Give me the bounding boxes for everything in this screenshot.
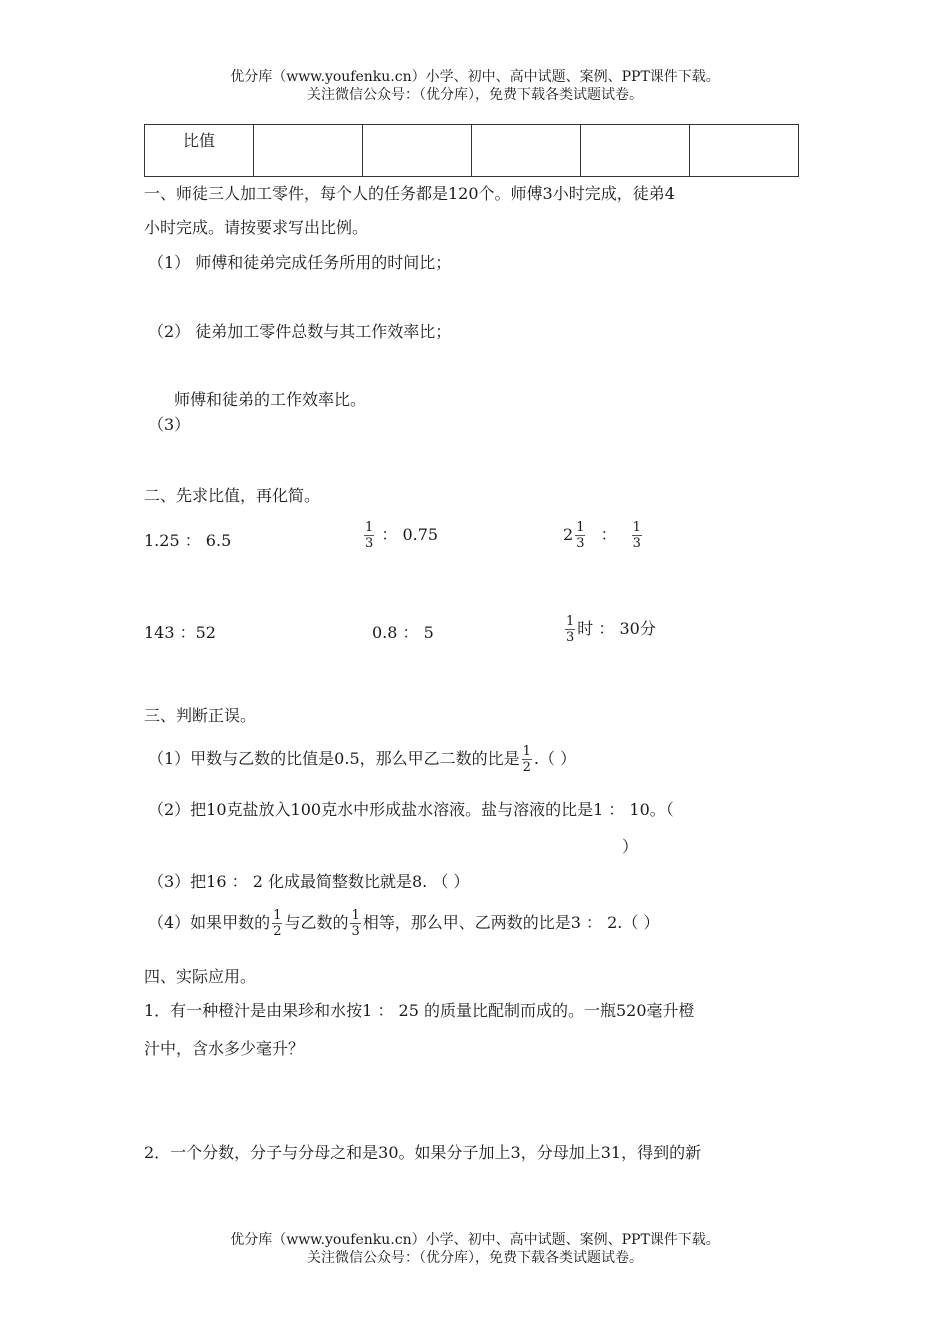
section1-question-1: （1） 师傅和徒弟完成任务所用的时间比； — [148, 253, 452, 272]
judge-2-close: ） — [622, 837, 639, 856]
section1-line2: 小时完成。请按要求写出比例。 — [144, 218, 369, 237]
section3-title: 三、判断正误。 — [144, 706, 257, 725]
ratio-table — [144, 124, 799, 177]
section1-question-3-number: （3） — [148, 415, 191, 434]
section2-title: 二、先求比值，再化简。 — [144, 486, 321, 505]
expr-4: 143 ：52 — [144, 623, 216, 642]
problem-1-line2: 汁中，含水多少毫升？ — [144, 1039, 305, 1058]
judge-3: （3）把16 ： 2 化成最简整数比就是8. （ ） — [148, 872, 470, 891]
section4-title: 四、实际应用。 — [144, 967, 257, 986]
section1-question-2: （2） 徒弟加工零件总数与其工作效率比； — [148, 322, 452, 341]
section1-question-3-text: 师傅和徒弟的工作效率比。 — [174, 390, 367, 409]
judge-1: （1）甲数与乙数的比值是0.5，那么甲乙二数的比是 $\frac{1}{2}$ .（ ） — [148, 744, 577, 775]
footer-line-1: 优分库（www.youfenku.cn）小学、初中、高中试题、案例、PPT课件下载。 — [230, 1232, 720, 1248]
fraction-one-third: $\frac{1}{3}$ — [351, 908, 360, 939]
fraction-one-third: $\frac{1}{3}$ — [632, 520, 641, 551]
expr-3: 2 $\frac{1}{3}$ ： $\frac{1}{3}$ — [563, 520, 641, 551]
expr-6: $\frac{1}{3}$ 时 ： 30分 — [566, 614, 656, 645]
table-cell — [581, 125, 690, 177]
header-line-2: 关注微信公众号：（优分库），免费下载各类试题试卷。 — [307, 87, 643, 103]
header-line-1: 优分库（www.youfenku.cn）小学、初中、高中试题、案例、PPT课件下载。 — [230, 69, 720, 85]
problem-1-line1: 1．有一种橙汁是由果珍和水按1 ： 25 的质量比配制而成的。一瓶520毫升橙 — [144, 1001, 695, 1020]
problem-2-line1: 2．一个分数，分子与分母之和是30。如果分子加上3，分母加上31，得到的新 — [144, 1143, 702, 1162]
table-cell — [472, 125, 581, 177]
fraction-one-third: $\frac{1}{3}$ — [365, 520, 374, 551]
fraction-one-half: $\frac{1}{2}$ — [273, 908, 282, 939]
judge-4: （4）如果甲数的 $\frac{1}{2}$ 与乙数的 $\frac{1}{3}$ 相等，那么甲、乙两数的比是3 ： 2.（ ） — [148, 908, 660, 939]
table-cell — [690, 125, 799, 177]
judge-2: （2）把10克盐放入100克水中形成盐水溶液。盐与溶液的比是1 ： 10。（ — [148, 800, 674, 819]
table-cell-ratio-label: 比值 — [145, 125, 254, 177]
fraction-one-half: $\frac{1}{2}$ — [522, 744, 531, 775]
section1-line1: 一、师徒三人加工零件，每个人的任务都是120个。师傅3小时完成，徒弟4 — [144, 184, 675, 203]
fraction-one-third: $\frac{1}{3}$ — [566, 614, 575, 645]
table-cell — [363, 125, 472, 177]
expr-5: 0.8 ： 5 — [372, 623, 434, 642]
expr-1: 1.25 ： 6.5 — [144, 531, 232, 550]
table-row — [145, 125, 799, 177]
fraction-one-third: $\frac{1}{3}$ — [576, 520, 585, 551]
footer-line-2: 关注微信公众号：（优分库），免费下载各类试题试卷。 — [307, 1250, 643, 1266]
expr-2: $\frac{1}{3}$ ： 0.75 — [365, 520, 439, 551]
table-cell — [254, 125, 363, 177]
